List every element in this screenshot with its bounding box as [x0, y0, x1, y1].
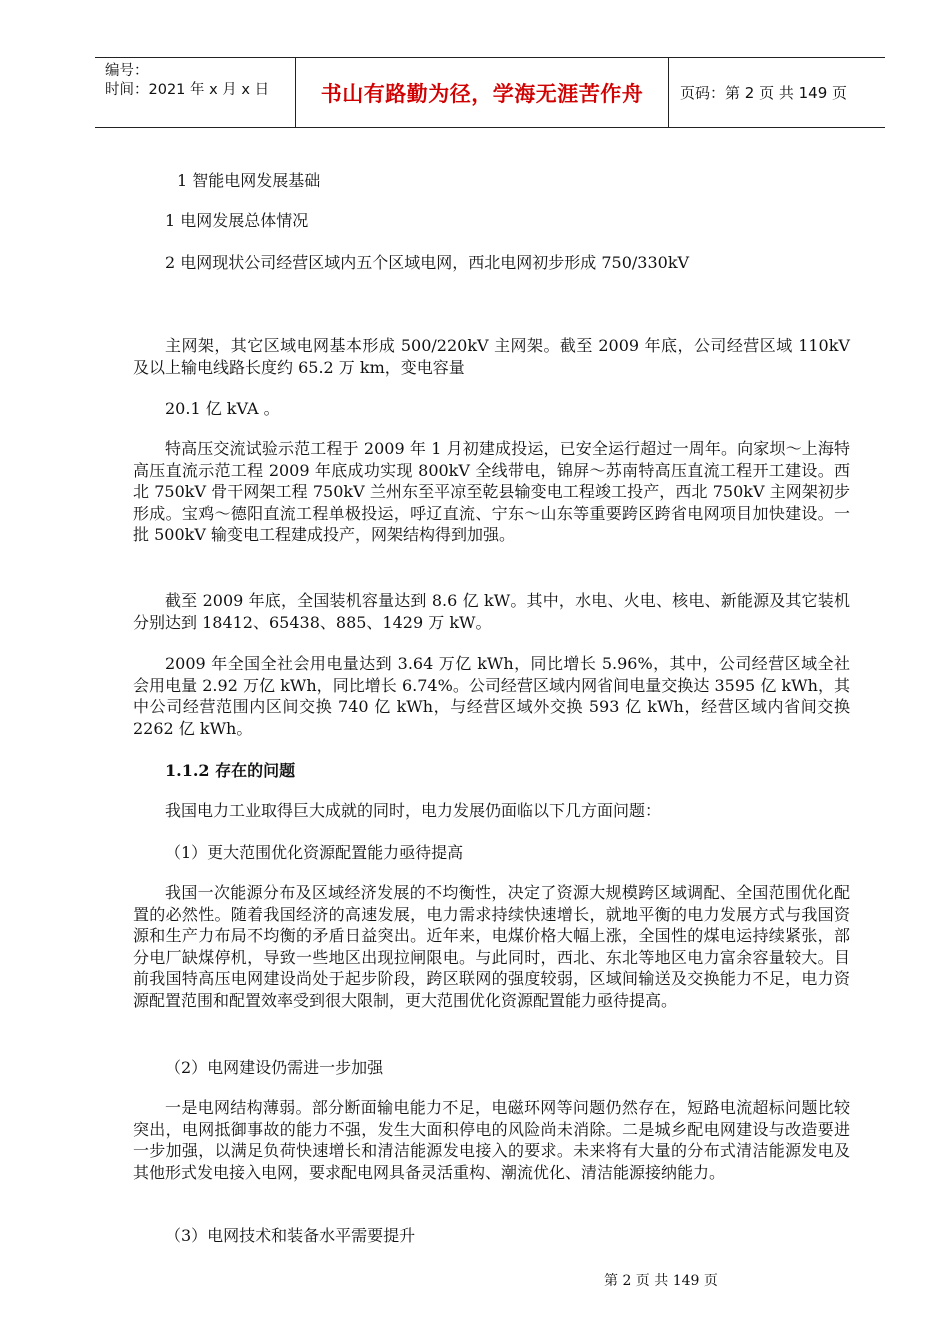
subsection-heading: 1 电网发展总体情况 — [165, 211, 309, 230]
page-footer: 第 2 页 共 149 页 — [604, 1273, 718, 1289]
list-heading: （2）电网建设仍需进一步加强 — [165, 1058, 384, 1077]
paragraph: 我国电力工业取得巨大成就的同时，电力发展仍面临以下几方面问题： — [165, 801, 662, 820]
section-heading: 1.1.2 存在的问题 — [165, 761, 296, 780]
list-heading: （1）更大范围优化资源配置能力亟待提高 — [165, 843, 464, 862]
paragraph: 主网架，其它区域电网基本形成 500/220kV 主网架。截至 2009 年底，公司经营区域 110kV 及以上输电线路长度约 65.2 万 km，变电容量 — [133, 336, 850, 377]
paragraph: 我国一次能源分布及区域经济发展的不均衡性，决定了资源大规模跨区域调配、全国范围优化配置的必然性。随着我国经济的高速发展，电力需求持续快速增长，就地平衡的电力发展方式与我国资源和生产力布局不均衡的矛盾日益突出。近年来，电煤价格大幅上涨，全国性的煤电运持续紧张，部分电厂缺煤停机，导致一些地区出现拉闸限电。与此同时，西北、东北等地区电力富余容量较大。目前我国特高压电网建设尚处于起步阶段，跨区联网的强度较弱，区域间输送及交换能力不足，电力资源配置范围和配置效率受到很大限制，更大范围优化资源配置能力亟待提高。 — [133, 883, 850, 1010]
paragraph: 一是电网结构薄弱。部分断面输电能力不足，电磁环网等问题仍然存在，短路电流超标问题比较突出，电网抵御事故的能力不强，发生大面积停电的风险尚未消除。二是城乡配电网建设与改造要进一步加强，以满足负荷快速增长和清洁能源发电接入的要求。未来将有大量的分布式清洁能源发电及其他形式发电接入电网，要求配电网具备灵活重构、潮流优化、清洁能源接纳能力。 — [133, 1098, 850, 1182]
code-label: 编号： — [105, 63, 149, 79]
paragraph: 20.1 亿 kVA 。 — [165, 399, 280, 418]
paragraph: 2009 年全国全社会用电量达到 3.64 万亿 kWh，同比增长 5.96%，其中，公司经营区域全社会用电量 2.92 万亿 kWh，同比增长 6.74%。公司经营区域内网省间电量交换达 3595 亿 kWh，其中公司经营范围内区间交换 740 亿 kWh，与经营区域外交换 593 亿 kWh，经营区域内省间交换 2262 亿 kWh。 — [133, 654, 850, 738]
time-label: 时间：2021 年 x 月 x 日 — [105, 82, 270, 98]
header-page-number: 页码：第 2 页 共 149 页 — [680, 84, 848, 102]
section-heading: 1 智能电网发展基础 — [177, 171, 321, 190]
header-divider — [668, 58, 669, 127]
paragraph: 特高压交流试验示范工程于 2009 年 1 月初建成投运，已安全运行超过一周年。向家坝～上海特高压直流示范工程 2009 年底成功实现 800kV 全线带电，锦屏～苏南特高压直流工程开工建设。西北 750kV 骨干网架工程 750kV 兰州东至平凉至乾县输变电工程竣工投产，西北 750kV 主网架初步形成。宝鸡～德阳直流工程单极投运，呼辽直流、宁东～山东等重要跨区跨省电网项目加快建设。一批 500kV 输变电工程建成投产，网架结构得到加强。 — [133, 439, 850, 544]
paragraph: 截至 2009 年底，全国装机容量达到 8.6 亿 kW。其中，水电、火电、核电、新能源及其它装机分别达到 18412、65438、885、1429 万 kW。 — [133, 591, 850, 632]
document-header — [95, 57, 885, 128]
list-heading: （3）电网技术和装备水平需要提升 — [165, 1226, 416, 1245]
header-meta — [105, 62, 269, 100]
header-motto: 书山有路勤为径，学海无涯苦作舟 — [320, 81, 644, 106]
subsection-heading: 2 电网现状公司经营区域内五个区域电网，西北电网初步形成 750/330kV — [165, 253, 690, 272]
